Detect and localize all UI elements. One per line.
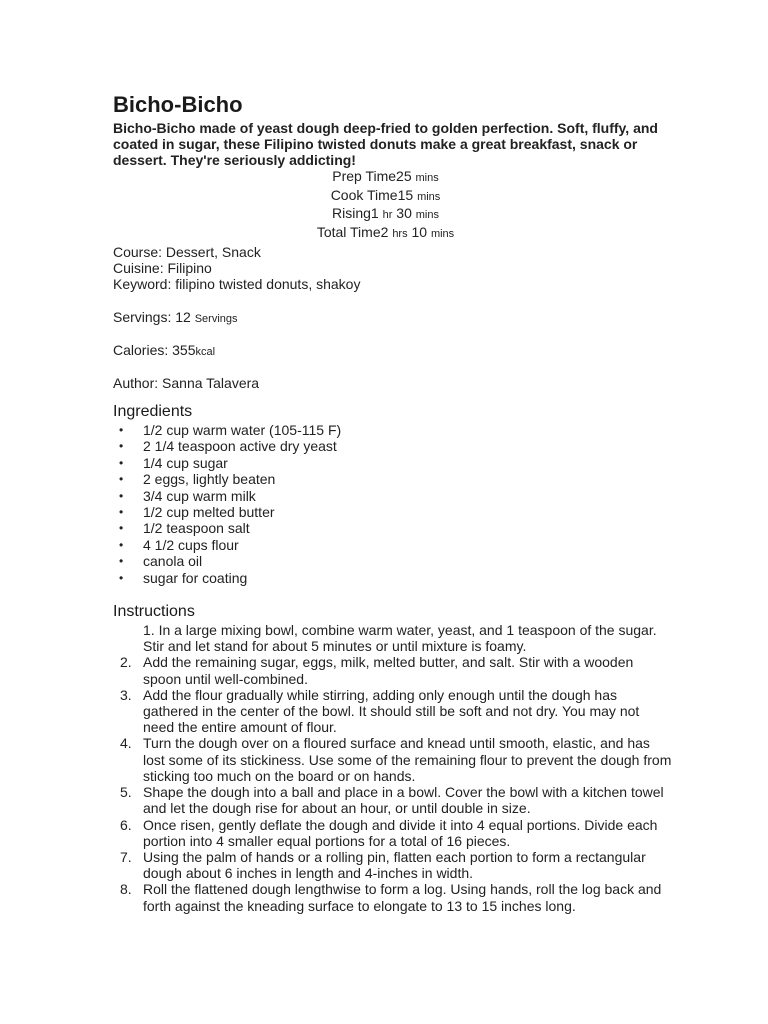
step-text: Turn the dough over on a floured surface and knead until smooth, elastic, and has lost some of its stickiness. Use some of the remaining flour to prevent the dough from sticking too much on the board or on hands. <box>143 735 672 784</box>
step-number: 6. <box>120 816 132 833</box>
ingredient-text: 1/2 cup warm water (105-115 F) <box>143 422 342 438</box>
rising-time <box>113 205 658 224</box>
instructions-section <box>113 602 673 914</box>
step-text: Using the palm of hands or a rolling pin, flatten each portion to form a rectangular dough about 6 inches in length and 4-inches in width. <box>143 848 646 882</box>
ingredient-text: 1/4 cup sugar <box>143 454 228 471</box>
total-time-hours-unit: hrs <box>392 227 408 240</box>
calories-unit: kcal <box>195 346 216 358</box>
bullet-icon: • <box>119 570 124 585</box>
ingredient-text: 4 1/2 cups flour <box>143 536 239 553</box>
list-item <box>113 422 673 438</box>
list-item <box>113 654 673 686</box>
ingredient-text: 1/2 cup melted butter <box>143 504 275 521</box>
step-number: 5. <box>120 784 132 801</box>
ingredient-text: 1/2 teaspoon salt <box>143 520 250 537</box>
list-item <box>113 735 673 784</box>
ingredient-text: 2 eggs, lightly beaten <box>143 471 276 488</box>
list-item <box>113 537 673 553</box>
servings-unit: Servings <box>194 313 238 325</box>
course: Course: Dessert, Snack <box>113 244 261 260</box>
ingredient-text: 2 1/4 teaspoon active dry yeast <box>143 438 337 455</box>
list-item <box>113 504 673 520</box>
total-time-minutes-unit: mins <box>430 227 455 240</box>
step-number: 7. <box>120 848 132 865</box>
keyword: Keyword: filipino twisted donuts, shakoy <box>113 276 361 292</box>
ingredient-text: 3/4 cup warm milk <box>143 487 256 504</box>
total-time-minutes: 10 <box>411 223 428 240</box>
servings-value: Servings: 12 <box>113 309 191 325</box>
recipe-summary: Bicho-Bicho made of yeast dough deep-fried to golden perfection. Soft, fluffy, and coated in sugar, these Filipino twisted donuts make a great breakfast, snack or dessert. They're seriously addicting! <box>113 120 658 168</box>
total-time <box>113 224 658 243</box>
ingredients-heading: Ingredients <box>113 403 193 420</box>
step-number: 8. <box>120 881 132 898</box>
recipe-times <box>113 168 658 242</box>
bullet-icon: • <box>119 537 124 552</box>
instructions-heading: Instructions <box>113 603 195 621</box>
list-item <box>113 438 673 454</box>
prep-time-value: 25 <box>396 168 412 184</box>
step-number: 2. <box>120 654 132 671</box>
prep-time-unit: mins <box>415 172 439 184</box>
list-item <box>113 849 673 881</box>
bullet-icon: • <box>119 488 124 503</box>
list-item <box>113 455 673 471</box>
ingredient-text: canola oil <box>143 553 203 570</box>
cook-time <box>113 187 658 206</box>
rising-time-label: Rising <box>332 205 371 221</box>
bullet-icon: • <box>119 521 124 536</box>
list-item <box>113 687 673 736</box>
list-item <box>113 784 673 816</box>
rising-time-hours: 1 <box>370 205 379 221</box>
recipe-title: Bicho-Bicho <box>113 92 243 117</box>
step-number: 4. <box>120 735 132 752</box>
list-item <box>113 471 673 487</box>
rising-time-minutes: 30 <box>396 205 412 221</box>
list-item <box>113 817 673 849</box>
recipe-meta <box>113 244 673 391</box>
prep-time <box>113 168 658 187</box>
cook-time-value: 15 <box>397 186 414 203</box>
cook-time-label: Cook Time <box>330 186 398 203</box>
ingredients-section <box>113 402 673 586</box>
prep-time-label: Prep Time <box>332 168 397 184</box>
bullet-icon: • <box>119 439 124 454</box>
step-text: Shape the dough into a ball and place in a bowl. Cover the bowl with a kitchen towel and let the dough rise for about an hour, or until double in size. <box>143 784 664 817</box>
step-text: 1. In a large mixing bowl, combine warm water, yeast, and 1 teaspoon of the sugar. Stir and let stand for about 5 minutes or until mixture is foamy. <box>143 622 657 655</box>
bullet-icon: • <box>119 455 124 470</box>
list-item <box>113 553 673 569</box>
rising-time-hours-unit: hr <box>382 209 393 221</box>
list-item <box>113 520 673 536</box>
calories <box>113 342 673 358</box>
list-item <box>113 622 673 654</box>
recipe-document <box>113 90 673 914</box>
servings <box>113 309 673 325</box>
cuisine: Cuisine: Filipino <box>113 260 212 276</box>
total-time-hours: 2 <box>380 223 389 240</box>
ingredients-list <box>113 422 673 586</box>
bullet-icon: • <box>119 472 124 487</box>
step-text: Roll the flattened dough lengthwise to form a log. Using hands, roll the log back and forth against the kneading surface to elongate to 13 to 15 inches long. <box>143 881 662 914</box>
total-time-label: Total Time <box>316 223 381 240</box>
list-item <box>113 570 673 586</box>
step-number: 3. <box>120 686 132 703</box>
bullet-icon: • <box>119 423 124 437</box>
rising-time-minutes-unit: mins <box>415 209 439 221</box>
step-text: Add the flour gradually while stirring, adding only enough until the dough has gathered in the center of the bowl. It should still be soft and not dry. You may not need the entire amount of flour. <box>143 686 640 736</box>
instructions-list <box>113 622 673 914</box>
ingredient-text: sugar for coating <box>143 569 248 586</box>
bullet-icon: • <box>119 554 124 569</box>
list-item <box>113 881 673 913</box>
step-text: Add the remaining sugar, eggs, milk, melted butter, and salt. Stir with a wooden spoon until well-combined. <box>143 654 634 687</box>
step-text: Once risen, gently deflate the dough and divide it into 4 equal portions. Divide each portion into 4 smaller equal portions for a total of 16 pieces. <box>143 816 658 849</box>
cook-time-unit: mins <box>417 190 441 203</box>
calories-value: Calories: 355 <box>113 342 196 358</box>
bullet-icon: • <box>119 505 124 520</box>
author: Author: Sanna Talavera <box>113 375 260 391</box>
list-item <box>113 488 673 504</box>
